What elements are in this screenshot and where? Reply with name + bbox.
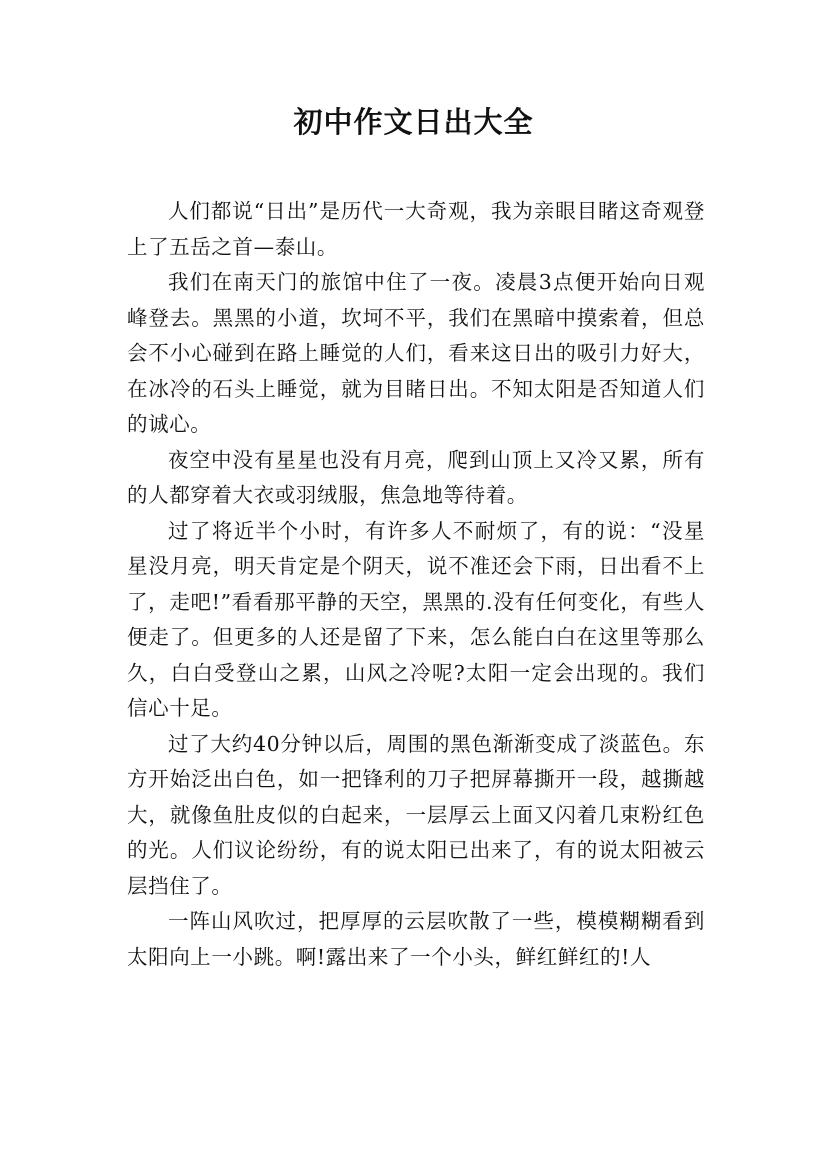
paragraph-5: 过了大约40分钟以后，周围的黑色渐渐变成了淡蓝色。东方开始泛出白色，如一把锋利的刀子把屏幕撕开一段，越撕越大，就像鱼肚皮似的白起来，一层厚云上面又闪着几束粉红色的光。人们议论纷纷，有的说太阳已出来了，有的说太阳被云层挡住了。 (127, 731, 705, 898)
paragraph-6: 一阵山风吹过，把厚厚的云层吹散了一些，模模糊糊看到太阳向上一小跳。啊!露出来了一个小头，鲜红鲜红的!人 (127, 909, 705, 969)
document-title: 初中作文日出大全 (293, 105, 534, 139)
paragraph-4: 过了将近半个小时，有许多人不耐烦了，有的说：“没星星没月亮，明天肯定是个阴天，说不准还会下雨，日出看不上了，走吧!”看看那平静的天空，黑黑的.没有任何变化，有些人便走了。但更多的人还是留了下来，怎么能白白在这里等那么久，白白受登山之累，山风之冷呢?太阳一定会出现的。我们信心十足。 (127, 518, 705, 720)
paragraph-3: 夜空中没有星星也没有月亮，爬到山顶上又冷又累，所有的人都穿着大衣或羽绒服，焦急地等待着。 (127, 447, 705, 507)
document-body (127, 194, 705, 975)
paragraph-1: 人们都说“日出”是历代一大奇观，我为亲眼目睹这奇观登上了五岳之首—泰山。 (127, 199, 705, 259)
paragraph-2: 我们在南天门的旅馆中住了一夜。凌晨3点便开始向日观峰登去。黑黑的小道，坎坷不平，我们在黑暗中摸索着，但总会不小心碰到在路上睡觉的人们，看来这日出的吸引力好大，在冰冷的石头上睡觉，就为目睹日出。不知太阳是否知道人们的诚心。 (127, 270, 705, 436)
